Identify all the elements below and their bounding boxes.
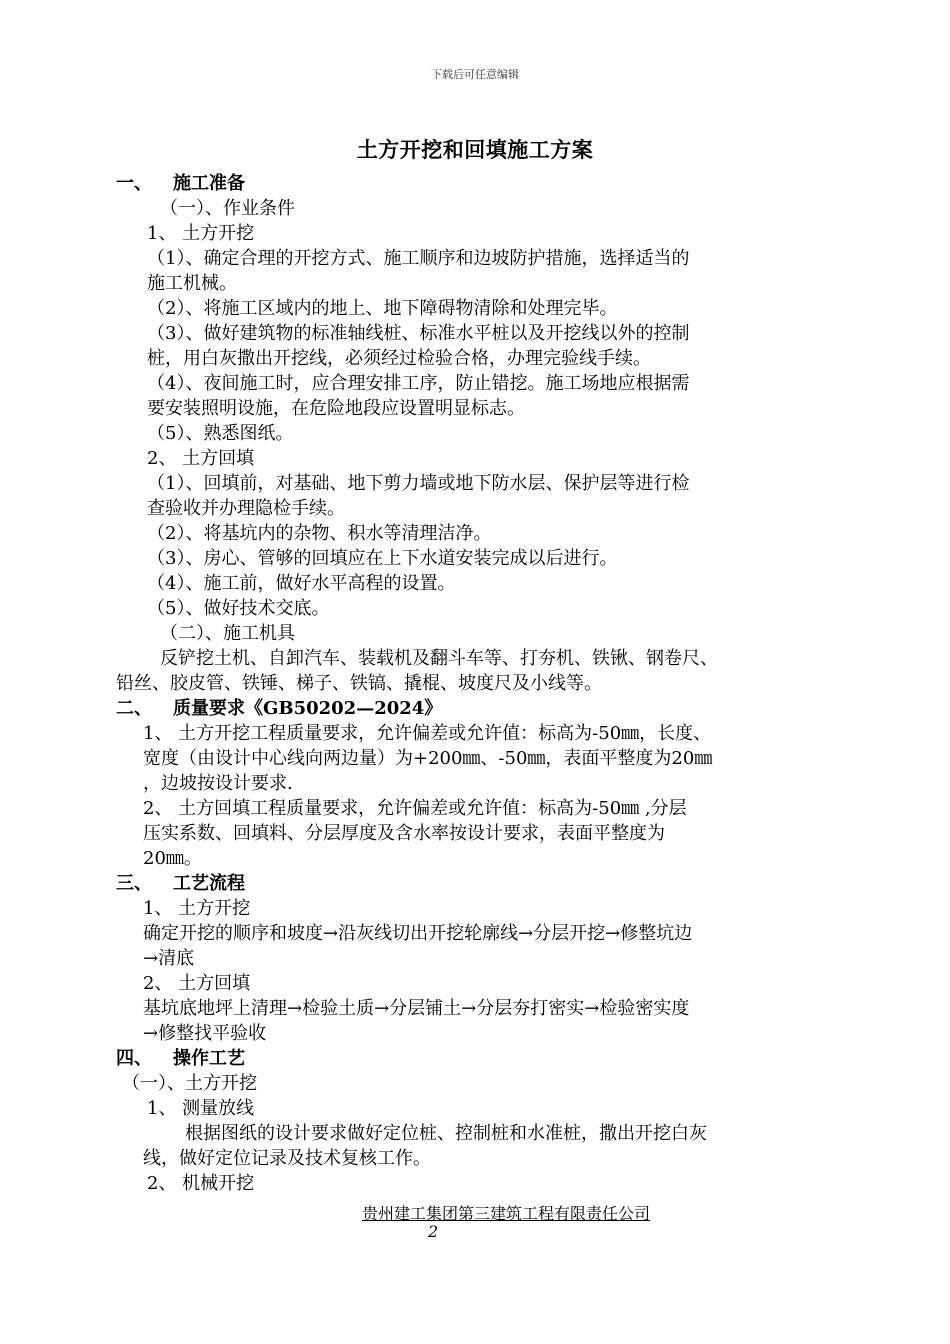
- section-title: 施工准备: [173, 173, 245, 194]
- paragraph-line: 要安装照明设施，在危险地段应设置明显标志。: [147, 398, 525, 419]
- subsection-heading: （二）、施工机具: [160, 623, 295, 644]
- paragraph-line: （1）、回填前，对基础、地下剪力墙或地下防水层、保护层等进行检: [147, 473, 690, 494]
- section-heading-2: [116, 697, 442, 721]
- page-number: 2: [428, 1222, 439, 1241]
- item-heading: 2、 土方回填: [143, 973, 251, 994]
- flow-line: →清底: [143, 948, 195, 969]
- section-title: 操作工艺: [173, 1048, 245, 1069]
- paragraph-line: （3）、做好建筑物的标准轴线桩、标准水平桩以及开挖线以外的控制: [147, 323, 690, 344]
- paragraph-line: （5）、做好技术交底。: [147, 598, 330, 619]
- paragraph-line: 线，做好定位记录及技术复核工作。: [143, 1148, 431, 1169]
- section-heading-4: [116, 1047, 245, 1071]
- paragraph-line: 施工机械。: [147, 273, 237, 294]
- item-heading: 2、 土方回填: [147, 448, 255, 469]
- paragraph-line: 宽度（由设计中心线向两边量）为+200㎜、-50㎜，表面平整度为20㎜: [143, 748, 713, 769]
- paragraph-line: （2）、将基坑内的杂物、积水等清理洁净。: [147, 523, 492, 544]
- section-heading-1: [116, 172, 245, 196]
- paragraph-line: 1、 土方开挖工程质量要求，允许偏差或允许值：标高为-50㎜，长度、: [143, 723, 712, 744]
- paragraph-line: 桩，用白灰撒出开挖线，必须经过检验合格，办理完验线手续。: [147, 348, 651, 369]
- paragraph-line: 压实系数、回填料、分层厚度及含水率按设计要求，表面平整度为: [143, 823, 665, 844]
- paragraph-line: 20㎜。: [143, 848, 202, 869]
- paragraph-line: （5）、熟悉图纸。: [147, 423, 294, 444]
- item-heading: 1、 测量放线: [147, 1098, 255, 1119]
- flow-line: 确定开挖的顺序和坡度→沿灰线切出开挖轮廓线→分层开挖→修整坑边: [143, 923, 693, 944]
- paragraph-line: 铅丝、胶皮管、铁锤、梯子、铁镐、撬棍、坡度尺及小线等。: [116, 673, 602, 694]
- section-number: 三、: [116, 873, 152, 894]
- footer-company: 贵州建工集团第三建筑工程有限责任公司: [362, 1204, 651, 1223]
- section-title: 质量要求《GB50202—2024》: [173, 698, 443, 719]
- paragraph-line: （1）、确定合理的开挖方式、施工顺序和边坡防护措施，选择适当的: [147, 248, 690, 269]
- paragraph-line: 2、 土方回填工程质量要求，允许偏差或允许值：标高为-50㎜ ,分层: [143, 798, 687, 819]
- flow-line: →修整找平验收: [143, 1023, 267, 1044]
- paragraph-line: 根据图纸的设计要求做好定位桩、控制桩和水准桩，撒出开挖白灰: [185, 1123, 707, 1144]
- section-number: 一、: [116, 173, 152, 194]
- paragraph-line: 查验收并办理隐检手续。: [147, 498, 345, 519]
- section-number: 四、: [116, 1048, 152, 1069]
- paragraph-line: （2）、将施工区域内的地上、地下障碍物清除和处理完毕。: [147, 298, 618, 319]
- subsection-heading: （一）、土方开挖: [122, 1073, 257, 1094]
- section-heading-3: [116, 872, 245, 896]
- paragraph-line: 反铲挖土机、自卸汽车、装载机及翻斗车等、打夯机、铁锹、钢卷尺、: [160, 648, 718, 669]
- header-note: 下载后可任意编辑: [431, 68, 519, 81]
- item-heading: 2、 机械开挖: [147, 1173, 255, 1194]
- flow-line: 基坑底地坪上清理→检验土质→分层铺土→分层夯打密实→检验密实度: [143, 998, 690, 1019]
- paragraph-line: （3）、房心、管够的回填应在上下水道安装完成以后进行。: [147, 548, 618, 569]
- section-number: 二、: [116, 698, 152, 719]
- item-heading: 1、 土方开挖: [147, 223, 255, 244]
- paragraph-line: （4）、夜间施工时，应合理安排工序，防止错挖。施工场地应根据需: [147, 373, 690, 394]
- paragraph-line: ，边坡按设计要求.: [143, 773, 293, 794]
- item-heading: 1、 土方开挖: [143, 898, 251, 919]
- subsection-heading: （一）、作业条件: [160, 198, 295, 219]
- paragraph-line: （4）、施工前，做好水平高程的设置。: [147, 573, 456, 594]
- document-title: 土方开挖和回填施工方案: [356, 137, 594, 162]
- section-title: 工艺流程: [173, 873, 245, 894]
